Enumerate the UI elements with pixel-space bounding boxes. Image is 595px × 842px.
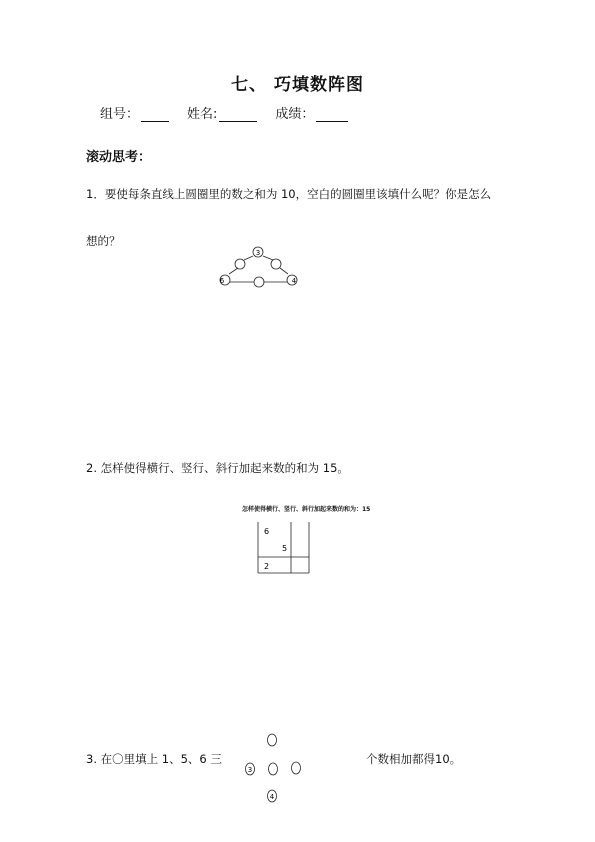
q1-line-left-lower: [229, 268, 238, 274]
q3-circle-right: [292, 762, 301, 774]
q1-number-top: 3: [255, 249, 261, 257]
q2-cell-5: 5: [282, 544, 288, 553]
q3-circle-top: [268, 734, 277, 746]
q2-text: 2. 怎样使得横行、竖行、斜行加起来数的和为 15。: [86, 461, 349, 475]
q1-circle-bottom-mid: [254, 277, 264, 287]
score-label: 成绩：: [275, 107, 315, 122]
q2-cell-6: 6: [264, 527, 270, 536]
name-label: 姓名:: [187, 107, 218, 122]
q1-number-right: 4: [291, 277, 297, 285]
group-blank[interactable]: [141, 107, 169, 122]
q2-caption: 怎样使得横行、竖行、斜行加起来数的和为：15: [242, 506, 371, 513]
q2-magic-grid: [255, 520, 313, 576]
q1-circle-right-mid: [271, 259, 281, 269]
q1-text-line2: 想的？: [86, 234, 121, 248]
q1-line-right-lower: [280, 268, 288, 274]
name-blank[interactable]: [219, 107, 257, 122]
q1-circle-left-mid: [235, 259, 245, 269]
q1-triangle-diagram: [210, 240, 310, 295]
q1-number-left: 6: [219, 277, 225, 285]
q1-line-left-upper: [244, 256, 253, 260]
q1-text-line1: 1．要使每条直线上圆圈里的数之和为 10，空白的圆圈里该填什么呢？你是怎么: [86, 187, 492, 201]
q3-text-left: 3. 在〇里填上 1、5、6 三: [86, 752, 222, 766]
q3-cross-diagram: [238, 730, 308, 806]
group-label: 组号：: [100, 107, 140, 122]
student-info-row: [100, 103, 366, 122]
q3-text-right: 个数相加都得10。: [366, 752, 462, 766]
page-title: 七、 巧填数阵图: [231, 75, 364, 95]
q1-line-right-upper: [263, 256, 273, 260]
q3-number-bottom: 4: [269, 793, 275, 801]
q3-number-left: 3: [247, 766, 253, 774]
q3-circle-center: [269, 763, 278, 775]
q2-cell-2: 2: [264, 562, 270, 571]
score-blank[interactable]: [316, 107, 348, 122]
section-heading: 滚动思考：: [86, 150, 152, 165]
